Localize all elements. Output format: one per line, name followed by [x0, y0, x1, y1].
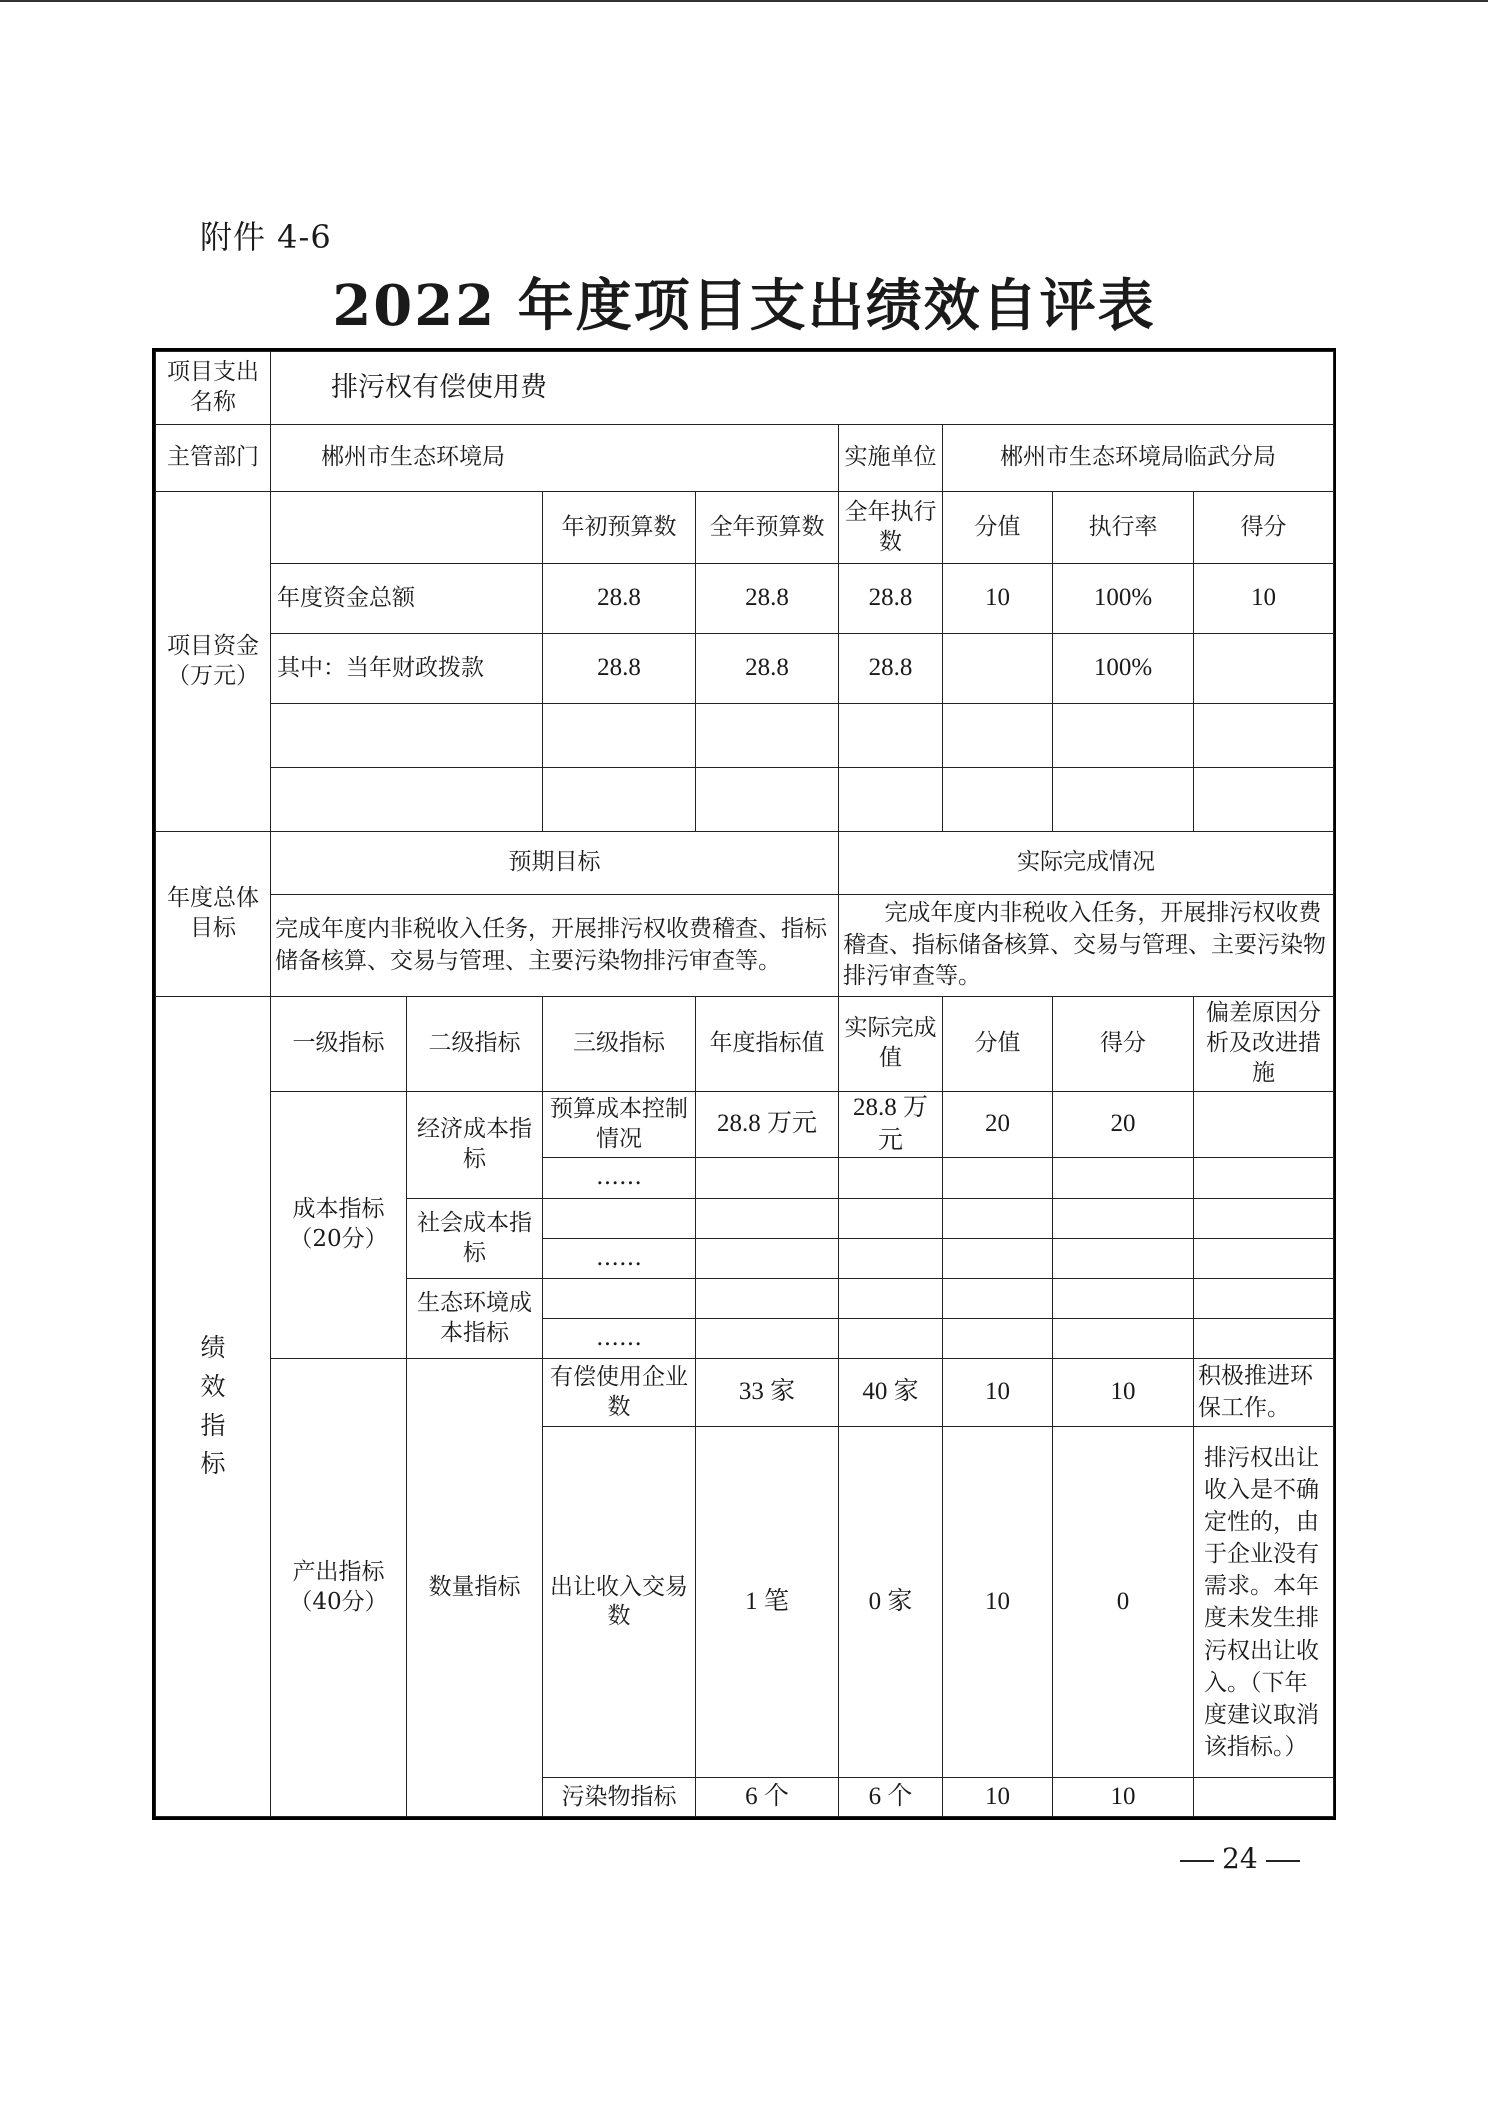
- output-row-actual: 6 个: [839, 1778, 943, 1817]
- project-name-label: 项目支出名称: [156, 352, 271, 425]
- perf-header-level1: 一级指标: [271, 997, 407, 1092]
- department-row: [156, 425, 1334, 492]
- output-row-name: 有偿使用企业数: [543, 1359, 696, 1427]
- funds-row-full: 28.8: [696, 564, 839, 634]
- table-row: [156, 1092, 1334, 1158]
- perf-header-target: 年度指标值: [696, 997, 839, 1092]
- goal-expected-text: 完成年度内非税收入任务，开展排污权收费稽查、指标储备核算、交易与管理、主要污染物排污审查等。: [271, 895, 839, 997]
- perf-header-deviation: 偏差原因分析及改进措施: [1194, 997, 1334, 1092]
- evaluation-sheet: [152, 348, 1336, 1820]
- funds-header-row: [156, 492, 1334, 564]
- page-title: 2022 年度项目支出绩效自评表: [332, 273, 1156, 339]
- budget-control-name: 预算成本控制情况: [543, 1092, 696, 1158]
- social-cost-label: 社会成本指标: [407, 1199, 543, 1279]
- funds-label: 项目资金（万元）: [156, 492, 271, 832]
- output-row-score: 10: [1053, 1359, 1194, 1427]
- goal-header-row: [156, 832, 1334, 895]
- funds-header-exec: 全年执行数: [839, 492, 943, 564]
- funds-header-score-value: 分值: [943, 492, 1053, 564]
- output-row-note: 排污权出让收入是不确定性的，由于企业没有需求。本年度未发生排污权出让收入。（下年度建议取消该指标。）: [1194, 1427, 1334, 1778]
- page-number: [1172, 1842, 1308, 1875]
- funds-empty-row: [156, 768, 1334, 832]
- evaluation-table: [155, 351, 1334, 1817]
- funds-header-init: 年初预算数: [543, 492, 696, 564]
- funds-row-exec: 28.8: [839, 634, 943, 704]
- dept-label: 主管部门: [156, 425, 271, 492]
- output-row-score: 0: [1053, 1427, 1194, 1778]
- impl-unit-label: 实施单位: [839, 425, 943, 492]
- funds-header-blank: [271, 492, 543, 564]
- output-row-note: 积极推进环保工作。: [1194, 1359, 1334, 1427]
- output-row-name: 污染物指标: [543, 1778, 696, 1817]
- dept-value: 郴州市生态环境局: [271, 425, 839, 492]
- table-row: [156, 1359, 1334, 1427]
- funds-row-score-value: [943, 634, 1053, 704]
- funds-row-name: 年度资金总额: [271, 564, 543, 634]
- perf-header-level3: 三级指标: [543, 997, 696, 1092]
- perf-header-level2: 二级指标: [407, 997, 543, 1092]
- budget-control-target: 28.8 万元: [696, 1092, 839, 1158]
- output-row-name: 出让收入交易数: [543, 1427, 696, 1778]
- funds-row-score-value: 10: [943, 564, 1053, 634]
- perf-label: 绩效指标: [156, 997, 271, 1817]
- project-name-row: [156, 352, 1334, 425]
- budget-control-score: 20: [1053, 1092, 1194, 1158]
- funds-row-init: 28.8: [543, 564, 696, 634]
- goal-label: 年度总体目标: [156, 832, 271, 997]
- ellipsis-cell: ……: [543, 1319, 696, 1359]
- cost-indicator-label: 成本指标（20分）: [271, 1092, 407, 1359]
- project-name-value: 排污权有偿使用费: [271, 352, 1334, 425]
- output-row-actual: 0 家: [839, 1427, 943, 1778]
- top-border-line: [0, 0, 1488, 2]
- perf-header-score-value: 分值: [943, 997, 1053, 1092]
- eco-cost-label: 生态环境成本指标: [407, 1279, 543, 1359]
- output-row-score-value: 10: [943, 1427, 1053, 1778]
- output-row-score-value: 10: [943, 1359, 1053, 1427]
- funds-empty-row: [156, 704, 1334, 768]
- budget-control-actual: 28.8 万元: [839, 1092, 943, 1158]
- funds-row-init: 28.8: [543, 634, 696, 704]
- funds-header-rate: 执行率: [1053, 492, 1194, 564]
- perf-header-actual: 实际完成值: [839, 997, 943, 1092]
- funds-row: [156, 564, 1334, 634]
- output-row-target: 1 笔: [696, 1427, 839, 1778]
- funds-row-rate: 100%: [1053, 634, 1194, 704]
- funds-header-score: 得分: [1194, 492, 1334, 564]
- output-row-score-value: 10: [943, 1778, 1053, 1817]
- ellipsis-cell: ……: [543, 1158, 696, 1199]
- page-dash-right: [1266, 1860, 1300, 1862]
- output-row-target: 33 家: [696, 1359, 839, 1427]
- funds-row-full: 28.8: [696, 634, 839, 704]
- page-number-value: 24: [1222, 1842, 1258, 1875]
- perf-header-row: [156, 997, 1334, 1092]
- economic-cost-label: 经济成本指标: [407, 1092, 543, 1199]
- attachment-label: 附件 4-6: [200, 218, 332, 256]
- funds-header-full: 全年预算数: [696, 492, 839, 564]
- impl-unit-value: 郴州市生态环境局临武分局: [943, 425, 1334, 492]
- funds-row-score: 10: [1194, 564, 1334, 634]
- ellipsis-cell: ……: [543, 1239, 696, 1279]
- quantity-indicator-label: 数量指标: [407, 1359, 543, 1817]
- funds-row: [156, 634, 1334, 704]
- goal-expected-header: 预期目标: [271, 832, 839, 895]
- goal-actual-header: 实际完成情况: [839, 832, 1334, 895]
- output-row-score: 10: [1053, 1778, 1194, 1817]
- funds-row-rate: 100%: [1053, 564, 1194, 634]
- output-row-actual: 40 家: [839, 1359, 943, 1427]
- goal-content-row: [156, 895, 1334, 997]
- page-dash-left: [1180, 1860, 1214, 1862]
- funds-row-score: [1194, 634, 1334, 704]
- output-row-target: 6 个: [696, 1778, 839, 1817]
- funds-row-exec: 28.8: [839, 564, 943, 634]
- budget-control-score-value: 20: [943, 1092, 1053, 1158]
- perf-header-score: 得分: [1053, 997, 1194, 1092]
- goal-actual-text: 完成年度内非税收入任务，开展排污权收费稽查、指标储备核算、交易与管理、主要污染物排污审查等。: [839, 895, 1334, 997]
- output-indicator-label: 产出指标（40分）: [271, 1359, 407, 1817]
- funds-row-name: 其中：当年财政拨款: [271, 634, 543, 704]
- output-row-note: [1194, 1778, 1334, 1817]
